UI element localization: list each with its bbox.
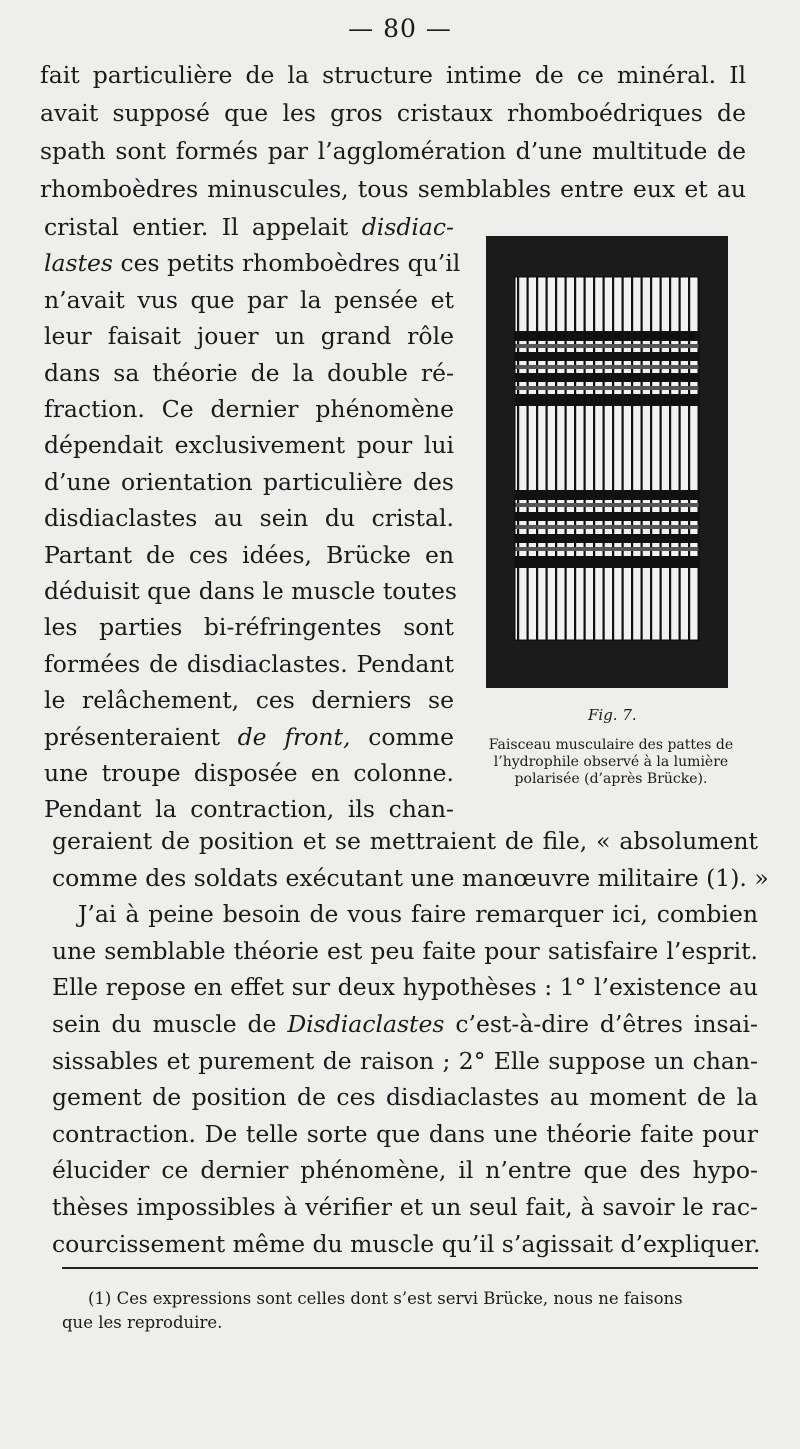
text-line <box>52 1155 758 1185</box>
text-span: ces petits rhomboèdres qu’il <box>113 249 461 278</box>
text-span: dans sa théorie de la double ré- <box>44 358 454 387</box>
text-line <box>44 394 454 424</box>
muscle-bundle-drawing <box>514 276 700 641</box>
text-span: sissables et purement de raison ; 2° Elle suppose un chan- <box>52 1046 758 1075</box>
text-line: rhomboèdres minuscules, tous semblables entre eux et au <box>40 175 746 203</box>
italic-term: Disdiaclastes <box>287 1010 445 1038</box>
text-line <box>44 285 454 315</box>
text-span: sein du muscle de <box>52 1010 288 1038</box>
text-span: comme <box>350 722 454 751</box>
text-span: une semblable théorie est peu faite pour satisfaire l’esprit. <box>52 936 758 965</box>
text-line <box>44 576 457 606</box>
figure-7-image <box>486 236 728 688</box>
text-span: gement de position de ces disdiaclastes au moment de la <box>52 1083 758 1112</box>
text-span: J’ai à peine besoin de vous faire remarquer ici, combien <box>78 900 758 929</box>
footnote-line: que les reproduire. <box>62 1313 223 1332</box>
text-span: contraction. De telle sorte que dans une théorie faite pour <box>52 1119 758 1148</box>
text-line: fait particulière de la structure intime de ce minéral. Il <box>40 61 746 89</box>
text-line <box>44 430 454 460</box>
text-span: courcissement même du muscle qu’il s’agissait d’expliquer. <box>52 1229 761 1258</box>
text-line <box>44 503 454 533</box>
text-span: présenteraient <box>44 722 238 751</box>
text-span: d’une orientation particulière des <box>44 467 454 496</box>
text-span: les parties bi-réfringentes sont <box>44 613 454 642</box>
text-span: une troupe disposée en colonne. <box>44 759 454 787</box>
italic-term: disdiac- <box>361 213 454 241</box>
text-span: cristal entier. Il appelait <box>44 213 362 241</box>
text-line <box>78 899 758 929</box>
text-line <box>44 722 454 752</box>
text-line <box>44 212 454 242</box>
text-span: leur faisait jouer un grand rôle <box>44 322 454 351</box>
text-line <box>52 1119 758 1149</box>
text-line <box>44 649 454 679</box>
figure-label: Fig. 7. <box>588 706 637 724</box>
figure-caption-line: polarisée (d’après Brücke). <box>514 771 708 787</box>
text-span: n’avait vus que par la pensée et <box>44 285 454 314</box>
text-line: spath sont formés par l’agglomération d’une multitude de <box>40 137 746 165</box>
text-line <box>52 863 769 893</box>
text-line <box>44 248 461 278</box>
text-line <box>44 467 454 497</box>
text-span: geraient de position et se mettraient de file, « absolument <box>52 827 758 855</box>
footnote-line: (1) Ces expressions sont celles dont s’est servi Brücke, nous ne faisons <box>88 1289 683 1308</box>
text-line <box>44 358 454 388</box>
italic-term: de front, <box>237 722 351 751</box>
text-span: Elle repose en effet sur deux hypothèses : 1° l’existence au <box>52 973 758 1002</box>
text-span: déduisit que dans le muscle toutes <box>44 577 457 605</box>
figure-caption-line: Faisceau musculaire des pattes de <box>488 737 734 753</box>
text-line <box>52 826 758 856</box>
text-span: élucider ce dernier phénomène, il n’entre que des hypo- <box>52 1156 758 1185</box>
text-line <box>52 1009 758 1039</box>
text-span: fraction. Ce dernier phénomène <box>44 395 454 423</box>
text-line <box>52 1082 758 1112</box>
footnote-rule <box>62 1267 758 1269</box>
text-line <box>44 321 454 351</box>
text-line: avait supposé que les gros cristaux rhomboédriques de <box>40 99 746 127</box>
text-line <box>52 1229 761 1259</box>
text-line <box>44 540 454 570</box>
text-span: formées de disdiaclastes. Pendant <box>44 649 454 678</box>
text-span: c’est-à-dire d’êtres insai- <box>444 1010 758 1038</box>
text-line <box>44 758 454 788</box>
text-line <box>52 972 758 1002</box>
text-span: comme des soldats exécutant une manœuvre militaire (1). » <box>52 863 769 892</box>
text-span: le relâchement, ces derniers se <box>44 686 454 715</box>
text-line <box>52 1192 758 1222</box>
text-line <box>44 612 454 642</box>
page-number: — 80 — <box>348 14 452 43</box>
text-line <box>52 1046 758 1076</box>
text-span: Partant de ces idées, Brücke en <box>44 540 454 569</box>
italic-term: lastes <box>44 249 113 278</box>
text-line <box>44 794 454 824</box>
text-span: disdiaclastes au sein du cristal. <box>44 504 454 533</box>
text-span: dépendait exclusivement pour lui <box>44 431 454 460</box>
text-span: Pendant la contraction, ils chan- <box>44 795 454 824</box>
text-line <box>52 936 758 966</box>
figure-caption-line: l’hydrophile observé à la lumière <box>493 754 729 770</box>
text-line <box>44 685 454 715</box>
text-span: thèses impossibles à vérifier et un seul fait, à savoir le rac- <box>52 1193 758 1221</box>
